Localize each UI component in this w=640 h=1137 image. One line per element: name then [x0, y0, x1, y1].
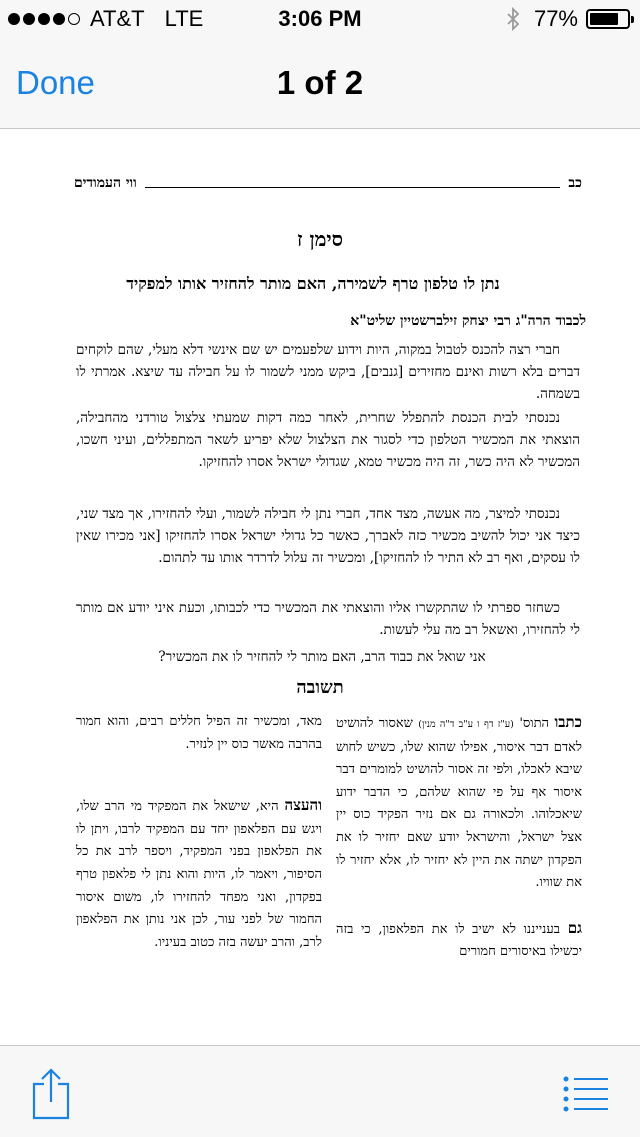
status-right: [506, 6, 630, 32]
lead-word: כתבו: [554, 713, 582, 731]
done-button[interactable]: Done: [16, 64, 95, 101]
paragraph-text: שאסור להושיט לאדם דבר איסור, אפילו שהוא שלו, כשיש לחוש שיבא לאכלו, ולפי זה אסור להושיט למומרים דבר איסור אף על פי שהוא שלהם, כי הדבר ידוע שיאכלוהו. ולכאורה גם אם נזיר הפקיד כוס יין אצל ישראל, והישראל יודע שאם יחזיר לו את הפקדון ישתה את היין לא יחזיר לו, אלא יחזיר לו את שוויו.: [336, 716, 582, 891]
bluetooth-icon: [506, 7, 520, 31]
column-paragraph: [76, 711, 322, 756]
body-paragraph: חברי רצה להכנס לטבול במקוה, היות וידוע שלפעמים יש שם אינשי דלא מעלי, שהם לוקחים דברים בלא רשות ואינם מחזירים [גנבים], ביקש ממני לשמור לו על חבילה עד שיצא. אמרתי לו בשמחה.: [76, 342, 580, 402]
source-reference: (ע"ז דף ו ע"ב ד"ה מנין): [418, 719, 514, 730]
clock: 3:06 PM: [278, 6, 362, 31]
running-head-title: ווי העמודים: [74, 175, 137, 191]
battery-percent: 77%: [533, 6, 578, 31]
lead-word: והעצה: [284, 796, 322, 815]
left-column: [76, 711, 322, 954]
header-rule: [145, 187, 561, 188]
column-paragraph: [336, 711, 582, 895]
page-label: כב: [568, 175, 582, 191]
paragraph-text: היא, שישאל את המפקיד מי הרב שלו, ויגש עם הפלאפון יחד עם המפקיד לרבו, ויתן לו את הפלאפון בפני המפקיד, ויספר לרב את כל הסיפור, ויאמר לו, היות והוא נתן לי פלאפון טרף בפקדון, ואני מפחד להחזירו לו, משום איסור החמור של לפני עור, לכן אני נותן את הפלאפון לרב, והרב יעשה בזה כטוב בעיניו.: [76, 799, 322, 950]
body-paragraph: נכנסתי לבית הכנסת להתפלל שחרית, לאחר כמה דקות שמעתי צלצול טורדני מהחבילה, הוצאתי את המכשיר הטלפון כדי לסגור את הצלצול שלא יפריע לשאר המתפללים, ועיני חשכו, המכשיר לא היה כשר, זה היה מכשיר טמא, שגדולי ישראל אסרו להחזיקו.: [76, 410, 580, 470]
paragraph-text: בענייננו לא ישיב לו את הפלאפון, כי בזה יכשילו באיסורים חמורים: [336, 921, 582, 960]
battery-icon: [586, 9, 630, 29]
running-header: [74, 175, 582, 192]
list-icon[interactable]: [562, 1074, 610, 1114]
question-title: נתן לו טלפון טרף לשמירה, האם מותר להחזיר אותו למפקיד: [126, 274, 500, 293]
inline-word: התוס': [519, 716, 550, 731]
dedication: לכבוד הרה"ג רבי יצחק זילברשטיין שליט"א: [350, 313, 586, 329]
spacer: [76, 756, 322, 794]
page-counter: 1 of 2: [276, 64, 364, 101]
spacer: [336, 895, 582, 917]
lead-word: גם: [567, 918, 582, 937]
body-paragraph: כשחזר ספרתי לו שהתקשרו אליו והוצאתי את המכשיר כדי לכבותו, וכעת איני יודע אם מותר לי להחזירו, ואשאל רב מה עלי לעשות.: [76, 600, 580, 638]
network-type: LTE: [164, 6, 204, 31]
share-icon[interactable]: [26, 1068, 76, 1120]
teshuva-title: תשובה: [296, 677, 344, 698]
siman-title: סימן ז: [296, 227, 344, 251]
document-page[interactable]: [0, 129, 640, 1045]
carrier-name: AT&T: [90, 6, 145, 31]
battery-fill: [590, 13, 618, 25]
final-question: אני שואל את כבוד הרב, האם מותר לי להחזיר לו את המכשיר?: [158, 649, 486, 665]
navigation-bar: [0, 40, 640, 129]
paragraph-text: מאד, ומכשיר זה הפיל חללים רבים, והוא חמור בהרבה מאשר כוס יין לנזיר.: [76, 714, 322, 752]
bottom-toolbar: [0, 1045, 640, 1137]
right-column: [336, 711, 582, 964]
column-paragraph: [336, 917, 582, 964]
column-paragraph: [76, 794, 322, 954]
body-paragraph: נכנסתי למיצר, מה אעשה, מצד אחד, חברי נתן לי חבילה לשמור, ועלי להחזירו, אך מצד שני, כיצד אני יכול להשיב מכשיר כזה לאברך, כאשר כל גדולי ישראל אסרו להחזיקו [אני מכירו שאין לו עסקים, ואף רב לא התיר לו להחזיקו], ומכשיר זה עלול לדרדר אותו עד לתהום.: [76, 506, 580, 566]
status-bar: [0, 0, 640, 40]
